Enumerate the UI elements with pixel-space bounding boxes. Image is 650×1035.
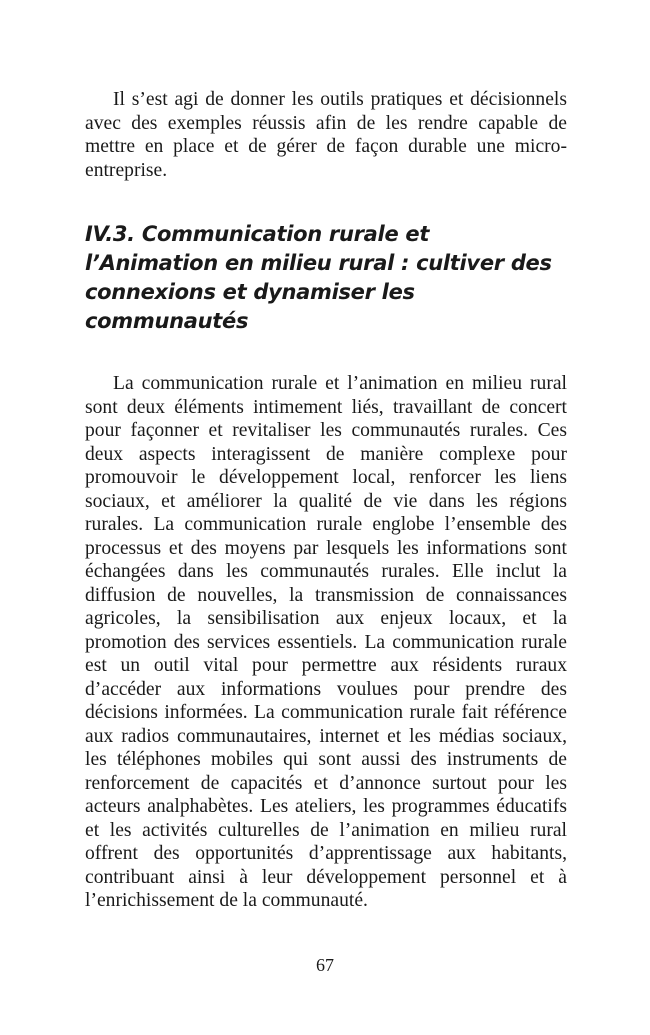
body-paragraph: La communication rurale et l’animation en milieu rural sont deux éléments intimement liés, travaillant de concert pour façonner et revitaliser les communautés rurales. Ces deux aspects interagissent de manière complexe pour promouvoir le développement local, renforcer les liens sociaux, et améliorer la qualité de vie dans les régions rurales. La communication rurale englobe l’ensemble des processus et des moyens par lesquels les informations sont échangées dans les communautés rurales. Elle inclut la diffusion de nouvelles, la transmission de connaissances agricoles, la sensibilisation aux enjeux locaux, et la promotion des services essentiels. La communication rurale est un outil vital pour permettre aux résidents ruraux d’accéder aux informations voulues pour prendre des décisions informées. La communication rurale fait référence aux radios communautaires, internet et les médias sociaux, les téléphones mobiles qui sont aussi des instruments de renforcement de capacités et d’annonce surtout pour les acteurs analphabètes. Les ateliers, les programmes éducatifs et les activités culturelles de l’animation en milieu rural offrent des opportunités d’apprentissage aux habitants, contribuant ainsi à leur développement personnel et à l’enrichissement de la communauté. — [85, 373, 567, 911]
page-body — [85, 88, 567, 913]
intro-paragraph: Il s’est agi de donner les outils pratiques et décisionnels avec des exemples réussis afin de les rendre capable de mettre en place et de gérer de façon durable une micro-entreprise. — [85, 89, 567, 181]
section-heading: IV.3. Communication rurale et l’Animation en milieu rural : cultiver des connexions et dynamiser les communautés — [85, 222, 552, 333]
page-number: 67 — [316, 955, 334, 975]
